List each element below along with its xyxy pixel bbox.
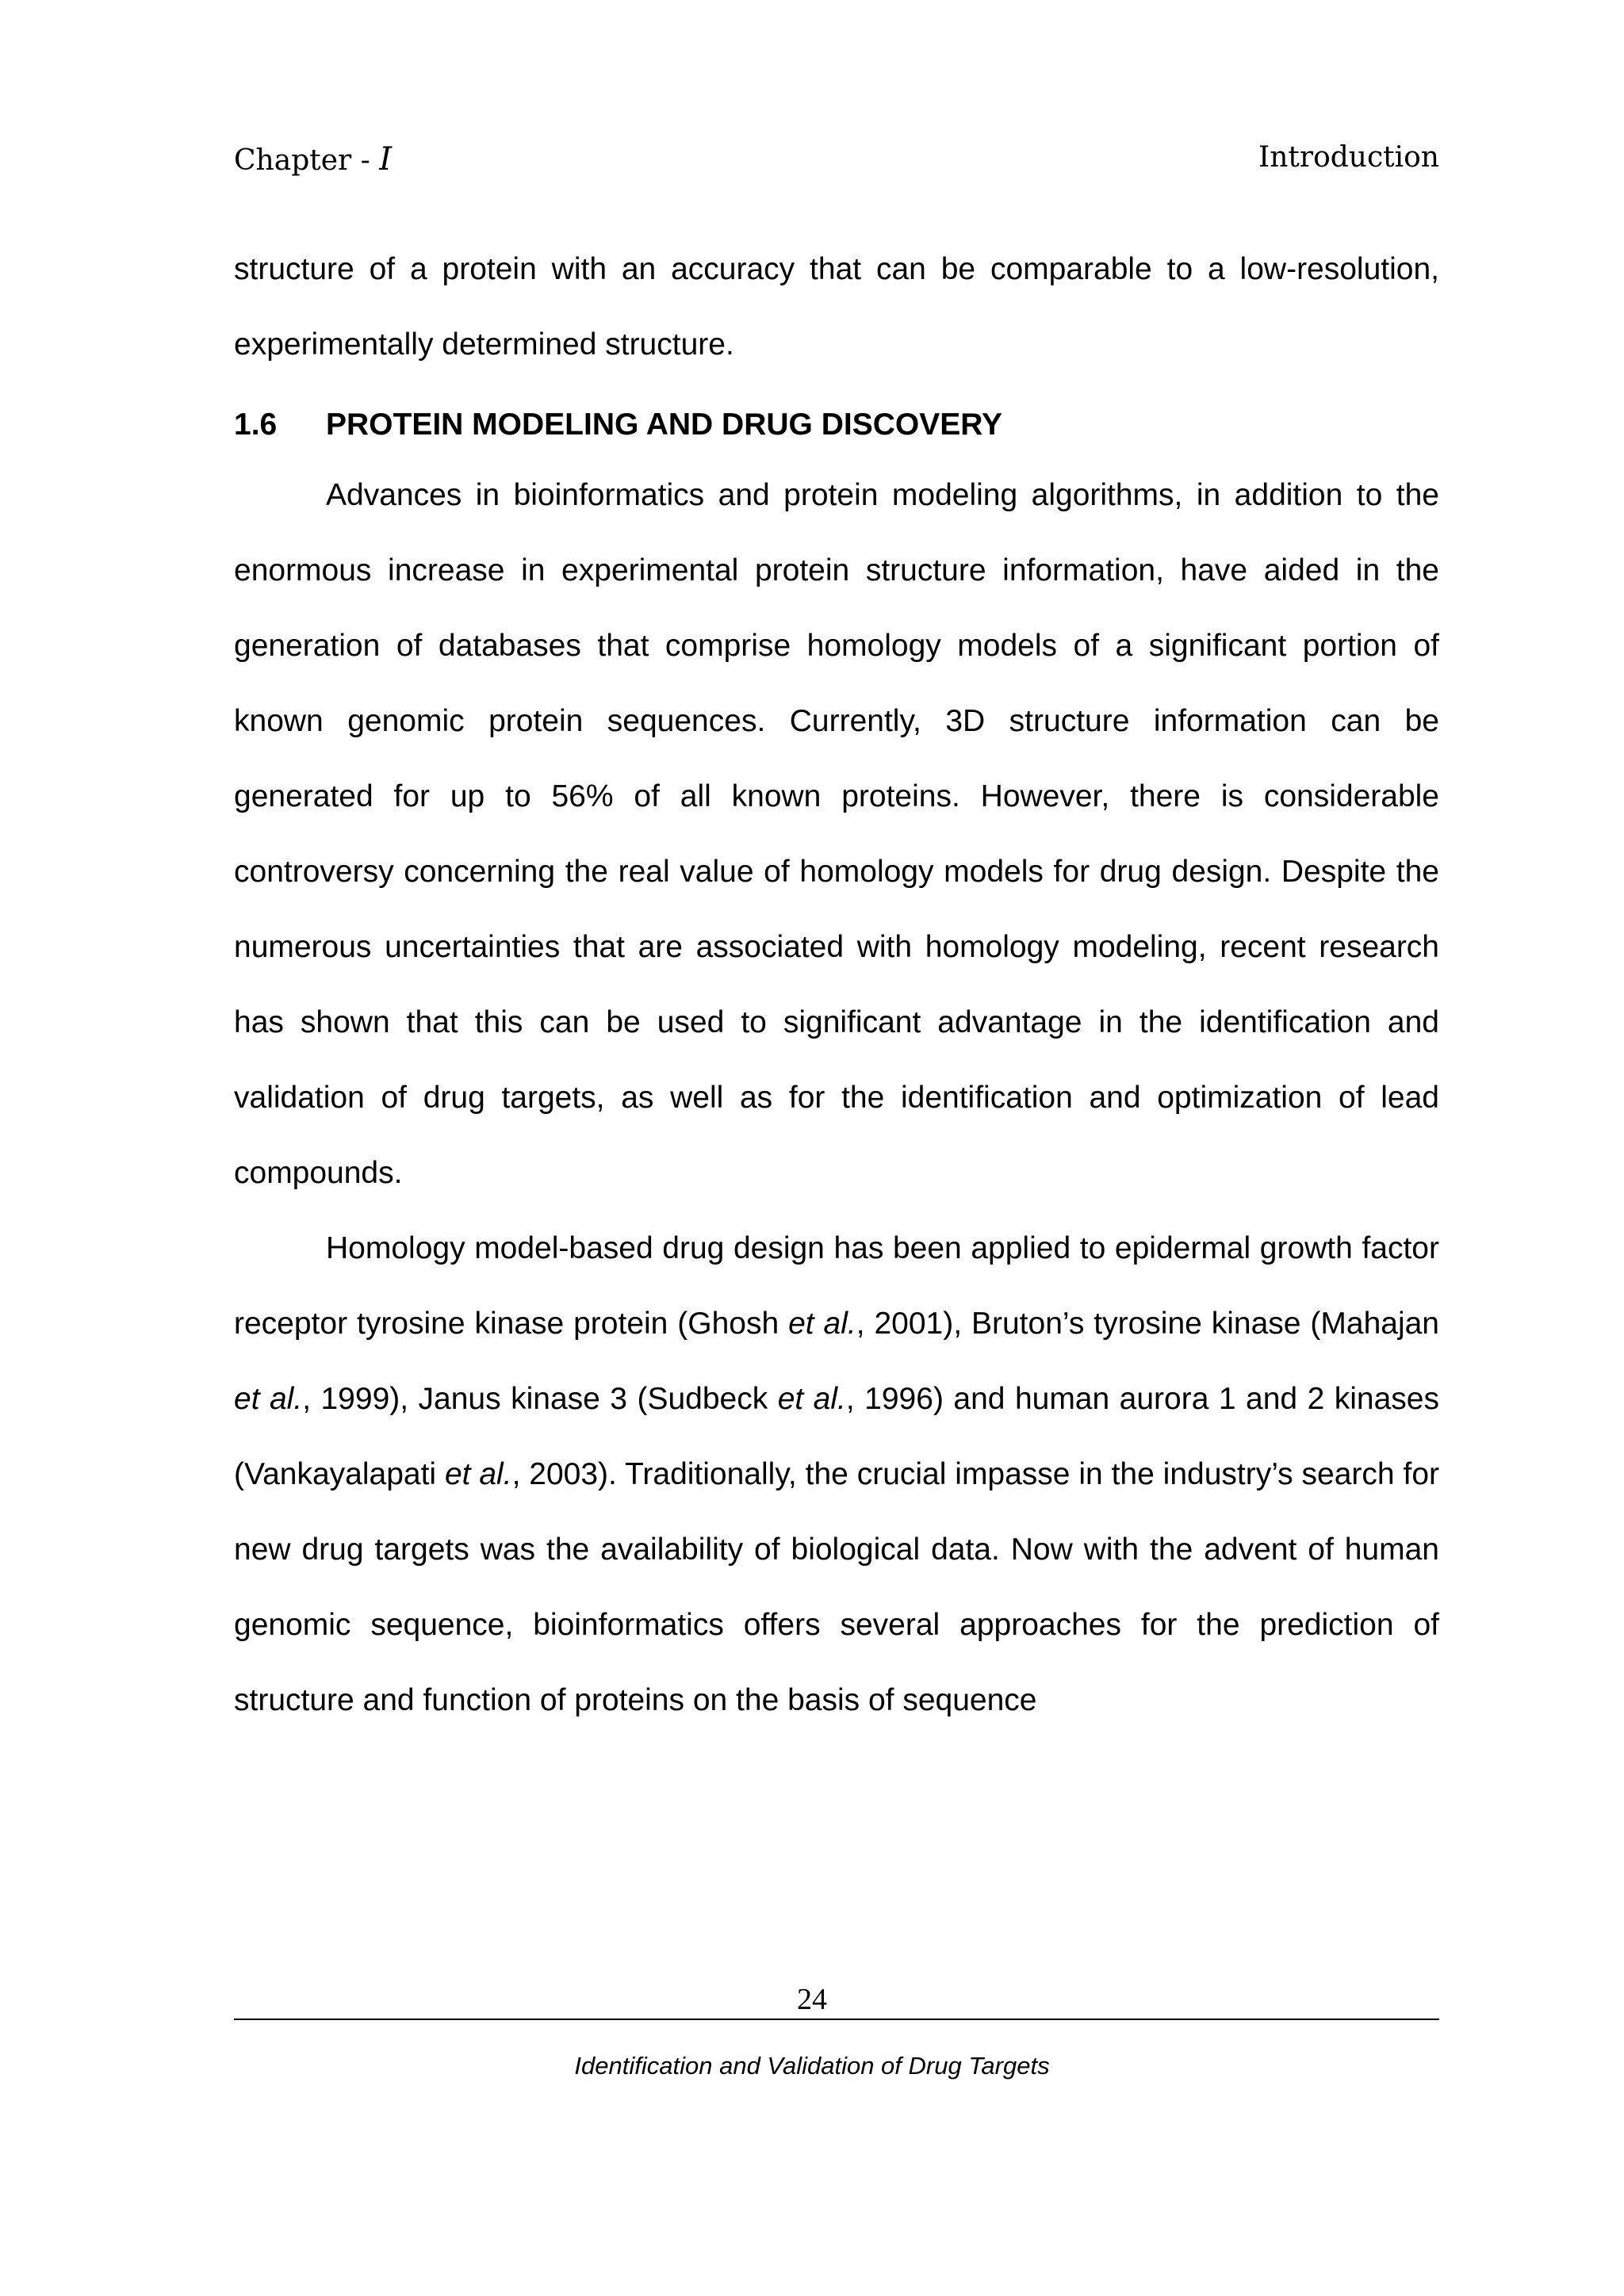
section-heading <box>234 382 1439 457</box>
text-segment: , 2003). Traditionally, the crucial impasse in the industry’s search for new drug targets was the availability of biological data. Now with the advent of human genomic sequence, bioinformatics offers several approaches for the prediction of structure and function of proteins on the basis of sequence <box>234 1457 1439 1717</box>
etal-citation: et al. <box>777 1382 846 1416</box>
page-body <box>234 232 1439 1738</box>
section-title: Introduction <box>1258 141 1439 174</box>
chapter-label-text: Chapter - <box>234 144 380 177</box>
chapter-number: I <box>379 141 393 178</box>
text-segment: Homology model-based drug design has been applied to epidermal growth factor receptor tyrosine kinase protein (Ghosh <box>234 1231 1439 1341</box>
text-segment: , 1996) and human aurora 1 and 2 kinases (Vankayalapati <box>234 1382 1439 1491</box>
paragraph-continued: structure of a protein with an accuracy that can be comparable to a low-resolution, experimentally determined structure. <box>234 252 1439 362</box>
etal-citation: et al. <box>444 1457 512 1491</box>
footer-divider <box>234 2019 1439 2020</box>
page-number: 24 <box>797 1983 827 2016</box>
running-title: Identification and Validation of Drug Targets <box>574 2052 1050 2080</box>
text-segment: , 2001), Bruton’s tyrosine kinase (Mahajan <box>856 1307 1439 1341</box>
chapter-label <box>234 141 392 178</box>
paragraph-homology <box>234 1211 1439 1738</box>
paragraph-advances: Advances in bioinformatics and protein modeling algorithms, in addition to the enormous increase in experimental protein structure information, have aided in the generation of databases that comprise homology models of a significant portion of known genomic protein sequences. Currently, 3D structure information can be generated for up to 56% of all known proteins. However, there is considerable controversy concerning the real value of homology models for drug design. Despite the numerous uncertainties that are associated with homology modeling, recent research has shown that this can be used to significant advantage in the identification and validation of drug targets, as well as for the identification and optimization of lead compounds. <box>234 478 1439 1190</box>
text-segment: , 1999), Janus kinase 3 (Sudbeck <box>302 1382 778 1416</box>
section-heading-text: PROTEIN MODELING AND DRUG DISCOVERY <box>326 408 1002 442</box>
section-heading-number: 1.6 <box>234 408 278 442</box>
etal-citation: et al. <box>234 1382 303 1416</box>
page-header <box>234 141 1439 189</box>
etal-citation: et al. <box>788 1307 856 1341</box>
